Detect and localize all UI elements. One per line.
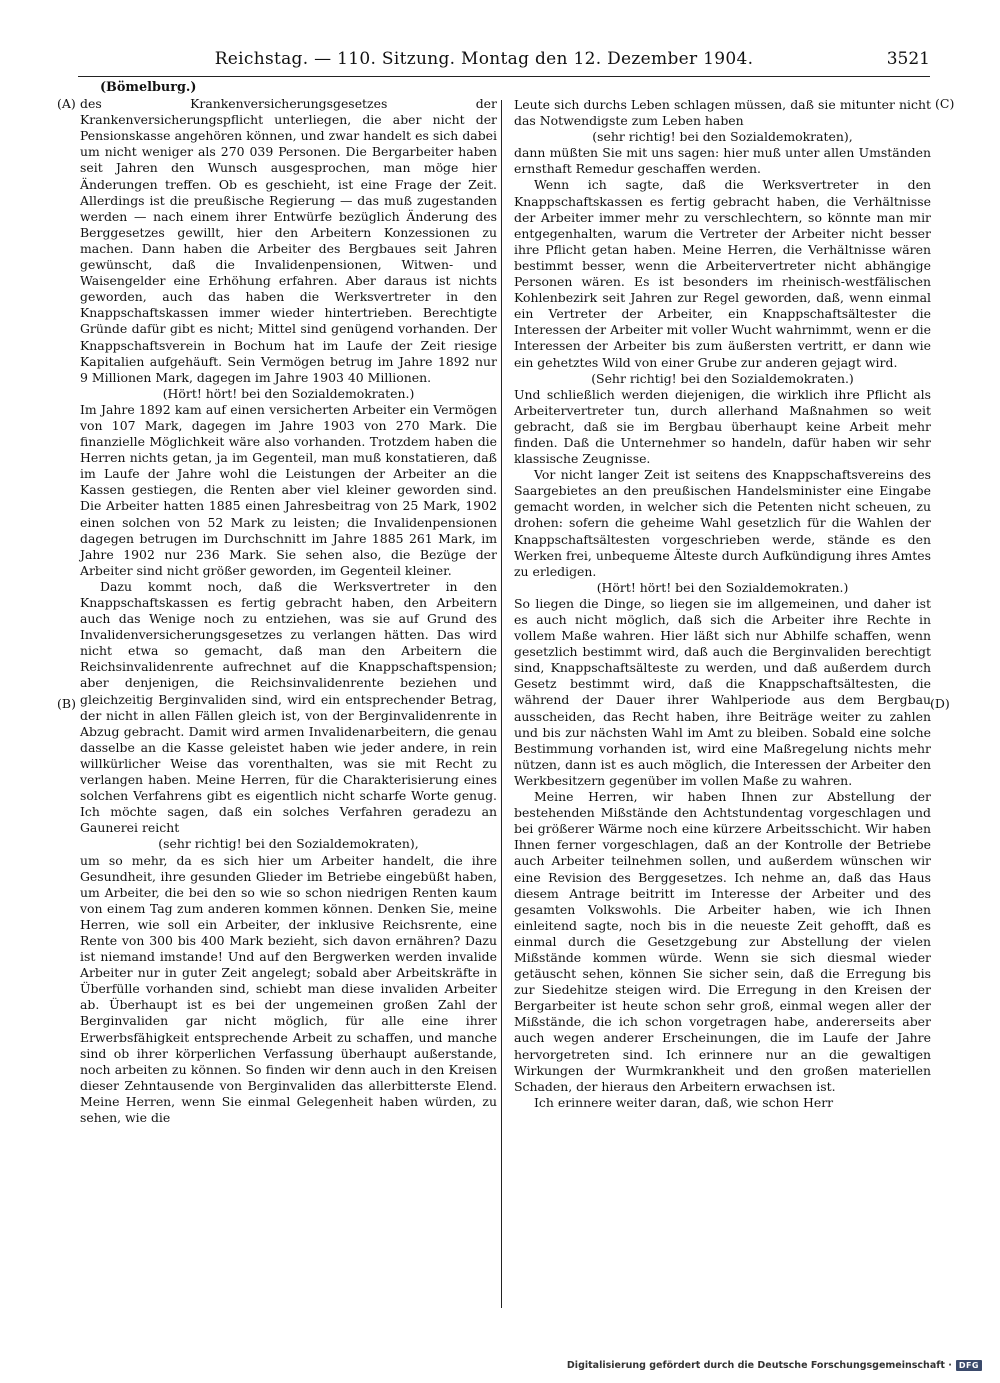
interjection: (sehr richtig! bei den Sozialdemokraten), (158, 836, 419, 852)
right-column (514, 97, 931, 1111)
paragraph: Dazu kommt noch, daß die Werksvertreter in den Knappschaftskassen es fertig gebracht haben, den Arbeitern auch das Wenige noch zu entziehen, was sie auf Grund des Invalidenversicherungsgesetzes zu verlangen hätten. Das wird nicht etwa so gemacht, daß man den Arbeitern die Reichsinvalidenrente aufrechnet auf die Knappschaftspension; aber denjenigen, die Reichsinvalidenrente beziehen und gleichzeitig Berginvaliden sind, wird ein entsprechender Betrag, der nicht in allen Fällen gleich ist, von der Berginvalidenrente in Abzug gebracht. Damit wird armen Invalidenarbeitern, die genau dasselbe an die Kasse geleistet haben wie jeder andere, in rein willkürlicher Weise das vorenthalten, was sie mit Recht zu verlangen haben. Meine Herren, für die Charakterisierung eines solchen Verfahrens gibt es eigentlich nicht scharfe Worte genug. Ich möchte sagen, daß ein solches Verfahren geradezu an Gaunerei reicht (80, 578, 497, 836)
interjection: (Sehr richtig! bei den Sozialdemokraten.) (591, 370, 854, 386)
page-number: 3521 (886, 49, 930, 69)
dfg-logo: DFG (956, 1360, 982, 1371)
interjection: (Hört! hört! bei den Sozialdemokraten.) (162, 385, 415, 401)
paragraph: Leute sich durchs Leben schlagen müssen, daß sie mitunter nicht das Notwendigste zum Leben haben (514, 97, 931, 129)
running-title: Reichstag. — 110. Sitzung. Montag den 12. Dezember 1904. (214, 49, 754, 69)
margin-mark-c: (C) (935, 96, 955, 111)
paragraph: Und schließlich werden diejenigen, die wirklich ihre Pflicht als Arbeitervertreter tun, durch allerhand Maßnahmen so weit gebracht, daß sie im Bergbau überhaupt keine Arbeit mehr finden. Daß die Unternehmer so handeln, dafür haben wir sehr klassische Zeugnisse. (514, 386, 931, 467)
margin-mark-a: (A) (57, 96, 76, 111)
paragraph: Ich erinnere weiter daran, daß, wie schon Herr (534, 1094, 834, 1110)
paragraph: des Krankenversicherungsgesetzes der Krankenversicherungspflicht unterliegen, die aber nicht der Pensionskasse angehören können, und zwar handelt es sich dabei um nicht weniger als 270 039 Personen. Die Bergarbeiter haben seit Jahren den Wunsch ausgesprochen, man möge hier Änderungen treffen. Ob es geschieht, ist eine Frage der Zeit. Allerdings ist die preußische Regierung — das muß zugestanden werden — nach einem ihrer Entwürfe bezüglich Änderung des Berggesetzes gewillt, hier den Arbeitern Konzessionen zu machen. Dann haben die Arbeiter des Bergbaues seit Jahren gewünscht, daß die Invalidenpensionen, Witwen- und Waisengelder eine Erhöhung erfahren. Aber daraus ist nichts geworden, auch das haben die Werksvertreter in den Knappschaftskassen immer wieder hintertrieben. Berechtigte Gründe dafür gibt es nicht; Mittel sind genügend vorhanden. Der Knappschaftsverein in Bochum hat im Laufe der Zeit riesige Kapitalien aufgehäuft. Sein Vermögen betrug im Jahre 1892 nur 9 Millionen Mark, dagegen im Jahre 1903 40 Millionen. (80, 96, 497, 385)
footer-text: Digitalisierung gefördert durch die Deutsche Forschungsgemeinschaft · (566, 1360, 952, 1371)
paragraph: dann müßten Sie mit uns sagen: hier muß unter allen Umständen ernsthaft Remedur geschaffen werden. (514, 145, 931, 177)
interjection: (Hört! hört! bei den Sozialdemokraten.) (596, 579, 849, 595)
paragraph: um so mehr, da es sich hier um Arbeiter handelt, die ihre Gesundheit, ihre gesunden Glieder im Betriebe eingebüßt haben, um Arbeiter, die bei den so wie so schon niedrigen Renten kaum von einem Tag zum anderen kommen können. Denken Sie, meine Herren, wie soll ein Arbeiter, der inklusive Reichsrente, eine Rente von 300 bis 400 Mark bezieht, sich davon ernähren? Dazu ist niemand imstande! Und auf den Bergwerken werden invalide Arbeiter nur in guter Zeit angelegt; sobald aber Arbeitskräfte in Überfülle vorhanden sind, schiebt man diese invaliden Arbeiter ab. Überhaupt ist es bei der ungemeinen großen Zahl der Berginvaliden gar nicht möglich, für alle eine ihrer Erwerbsfähigkeit entsprechende Arbeit zu schaffen, und manche sind ob ihrer körperlichen Verfassung überhaupt außerstande, noch arbeiten zu können. So finden wir denn auch in den Kreisen dieser Zehntausende von Berginvaliden das allerbitterste Elend. Meine Herren, wenn Sie einmal Gelegenheit haben würden, zu sehen, wie die (80, 852, 497, 1125)
paragraph: Meine Herren, wir haben Ihnen zur Abstellung der bestehenden Mißstände den Achtstundentag vorgeschlagen und bei größerer Wärme noch eine kürzere Arbeitsschicht. Wir haben Ihnen ferner vorgeschlagen, daß an der Kontrolle der Betriebe auch Arbeiter teilnehmen sollen, und außerdem wünschen wir eine Revision des Berggesetzes. Ich nehme an, daß das Haus diesem Antrage beitritt im Interesse der Arbeiter und des gesamten Volkswohls. Die Arbeiter haben, wie ich Ihnen einleitend sagte, noch bis in die neueste Zeit gehofft, daß es einmal durch die Gesetzgebung zur Abstellung der vielen Mißstände kommen würde. Wenn sie sich diesmal wieder getäuscht sehen, können Sie sicher sein, daß die Erregung bis zur Siedehitze steigen wird. Die Erregung in den Kreisen der Bergarbeiter ist heute schon sehr groß, einmal wegen aller der Mißstände, die ich schon vorgetragen habe, andererseits aber auch wegen anderer Erscheinungen, die im Laufe der Jahre hervorgetreten sind. Ich erinnere nur an die gewaltigen Wirkungen der Wurmkrankheit und den großen materiellen Schaden, der hieraus den Arbeitern erwachsen ist. (514, 789, 931, 1094)
paragraph: Im Jahre 1892 kam auf einen versicherten Arbeiter ein Vermögen von 107 Mark, dagegen im Jahre 1903 von 270 Mark. Die finanzielle Möglichkeit wäre also vorhanden. Trotzdem haben die Herren nichts getan, ja im Gegenteil, man muß konstatieren, daß im Laufe der Jahre wohl die Leistungen der Arbeiter an die Kassen gestiegen, die Renten aber viel kleiner geworden sind. Die Arbeiter hatten 1885 einen Jahresbeitrag von 25 Mark, 1902 einen solchen von 52 Mark zu leisten; die Invalidenpensionen dagegen betrugen im Durchschnitt im Jahre 1885 261 Mark, im Jahre 1902 nur 236 Mark. Sie sehen also, die Bezüge der Arbeiter sind nicht größer geworden, im Gegenteil kleiner. (80, 401, 497, 578)
digitization-footer (567, 1360, 982, 1371)
paragraph: So liegen die Dinge, so liegen sie im allgemeinen, und daher ist es auch nicht möglich, daß sich die Arbeiter ihre Rechte in vollem Maße wahren. Hier läßt sich nur Abhilfe schaffen, wenn gesetzlich bestimmt wird, daß auch die Berginvaliden berechtigt sind, Knappschaftsälteste zu werden, und daß außerdem durch Gesetz bestimmt wird, daß die Knappschaftsältesten, die während der Dauer ihrer Wahlperiode aus dem Bergbau ausscheiden, das Recht haben, ihre Beiträge weiter zu zahlen und bis zur nächsten Wahl im Amt zu bleiben. Sobald eine solche Bestimmung vorhanden ist, wird eine Maßregelung nichts mehr nützen, dann ist es auch möglich, die Interessen der Arbeiter den Werkbesitzern gegenüber im vollen Maße zu wahren. (514, 595, 931, 788)
margin-mark-d: (D) (930, 696, 950, 711)
interjection: (sehr richtig! bei den Sozialdemokraten), (592, 129, 853, 145)
margin-mark-b: (B) (57, 696, 76, 711)
speaker-name: (Bömelburg.) (100, 80, 197, 95)
column-divider (501, 100, 502, 1308)
page-header (78, 49, 930, 77)
paragraph: Vor nicht langer Zeit ist seitens des Knappschaftsvereins des Saargebietes an den preußischen Handelsminister eine Eingabe gemacht worden, in welcher sich die Petenten nicht scheuen, zu drohen: sofern die geheime Wahl gesetzlich für die Wahlen der Knappschaftsältesten vorgeschrieben werde, stände es den Werken frei, unbequeme Älteste durch Aufkündigung ihres Amtes zu erledigen. (514, 467, 931, 579)
header-rule (78, 76, 930, 77)
left-column (80, 80, 497, 1126)
paragraph: Wenn ich sagte, daß die Werksvertreter in den Knappschaftskassen es fertig gebracht haben, die Verhältnisse der Arbeiter immer mehr zu verschlechtern, so könnte man mir entgegenhalten, warum die Vertreter der Arbeiter nicht besser ihre Pflicht getan haben. Meine Herren, die Verhältnisse wären bestimmt besser, wenn die Arbeitervertreter nicht abhängige Personen wären. Es ist besonders im rheinisch-westfälischen Kohlenbezirk seit Jahren zur Regel geworden, daß, wenn einmal ein Vertreter der Arbeiter, ein Knappschaftsältester die Interessen der Arbeiter mit voller Wucht wahrnimmt, wenn er die Interessen der Arbeiter bis zum äußersten vertritt, er dann wie ein gehetztes Wild von einer Grube zur anderen gejagt wird. (514, 177, 931, 370)
